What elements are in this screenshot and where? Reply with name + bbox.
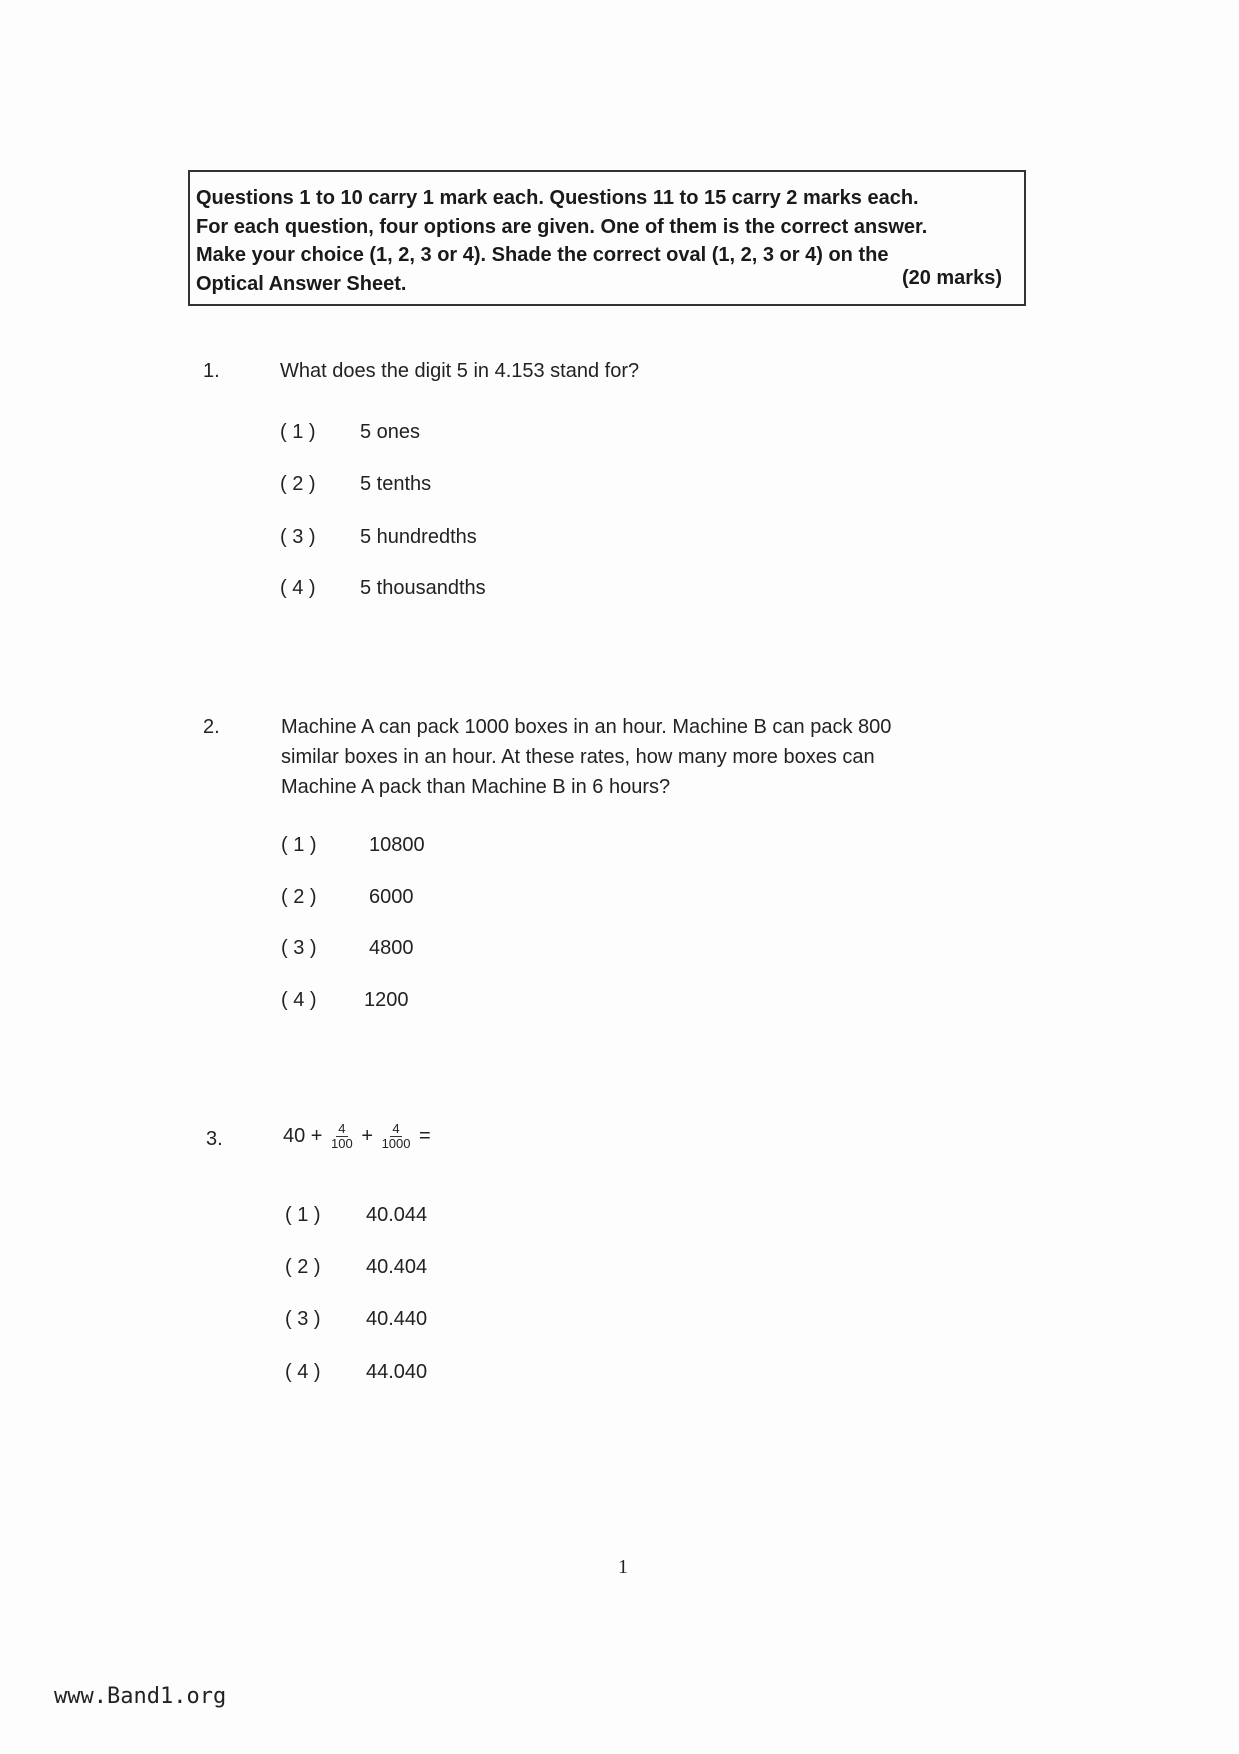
option-label: ( 3 ) (281, 937, 317, 959)
instruction-line: Make your choice (1, 2, 3 or 4). Shade the correct oval (1, 2, 3 or 4) on the (196, 244, 889, 266)
question-text: Machine A pack than Machine B in 6 hours? (281, 776, 671, 798)
option-text: 5 thousandths (360, 577, 486, 599)
instruction-line: Optical Answer Sheet. (196, 272, 407, 295)
option-text: 6000 (369, 886, 414, 908)
numerator: 4 (392, 1121, 400, 1136)
footer-watermark: www.Band1.org (54, 1684, 227, 1709)
option-label: ( 1 ) (285, 1204, 321, 1226)
denominator: 100 (331, 1136, 353, 1151)
question-text: What does the digit 5 in 4.153 stand for? (280, 360, 640, 382)
option-text: 40.404 (366, 1256, 428, 1278)
expr-term: 40 + (283, 1124, 323, 1147)
option-label: ( 4 ) (280, 577, 316, 599)
option-label: ( 3 ) (285, 1308, 321, 1330)
option-text: 4800 (369, 937, 414, 959)
option-label: ( 1 ) (281, 834, 317, 856)
plus-sign: + (361, 1124, 373, 1147)
equals-sign: = (419, 1124, 431, 1147)
page-number: 1 (618, 1556, 628, 1578)
option-text: 40.440 (366, 1308, 428, 1330)
option-label: ( 2 ) (281, 886, 317, 908)
option-text: 5 tenths (360, 473, 432, 495)
fraction (382, 1122, 411, 1151)
denominator: 1000 (381, 1136, 411, 1151)
option-label: ( 4 ) (281, 989, 317, 1011)
option-label: ( 3 ) (280, 526, 316, 548)
total-marks: (20 marks) (901, 266, 1002, 289)
option-label: ( 2 ) (285, 1256, 321, 1278)
option-label: ( 2 ) (280, 473, 316, 495)
option-text: 5 ones (360, 421, 421, 443)
fraction (331, 1122, 353, 1151)
question-expression (283, 1122, 431, 1151)
instructions-box (188, 170, 1026, 306)
option-text: 44.040 (366, 1361, 428, 1383)
question-text: similar boxes in an hour. At these rates, how many more boxes can (281, 746, 875, 768)
option-label: ( 1 ) (280, 421, 316, 443)
option-label: ( 4 ) (285, 1361, 321, 1383)
option-text: 40.044 (366, 1204, 428, 1226)
numerator: 4 (338, 1121, 346, 1136)
question-text: Machine A can pack 1000 boxes in an hour. Machine B can pack 800 (281, 716, 892, 738)
instruction-line: Questions 1 to 10 carry 1 mark each. Questions 11 to 15 carry 2 marks each. (196, 187, 919, 209)
instruction-line: For each question, four options are given. One of them is the correct answer. (196, 215, 928, 238)
option-text: 1200 (364, 989, 409, 1011)
question-number: 3. (206, 1128, 223, 1150)
question-number: 1. (203, 360, 220, 382)
option-text: 10800 (369, 834, 425, 856)
option-text: 5 hundredths (360, 526, 477, 548)
question-number: 2. (203, 716, 220, 738)
